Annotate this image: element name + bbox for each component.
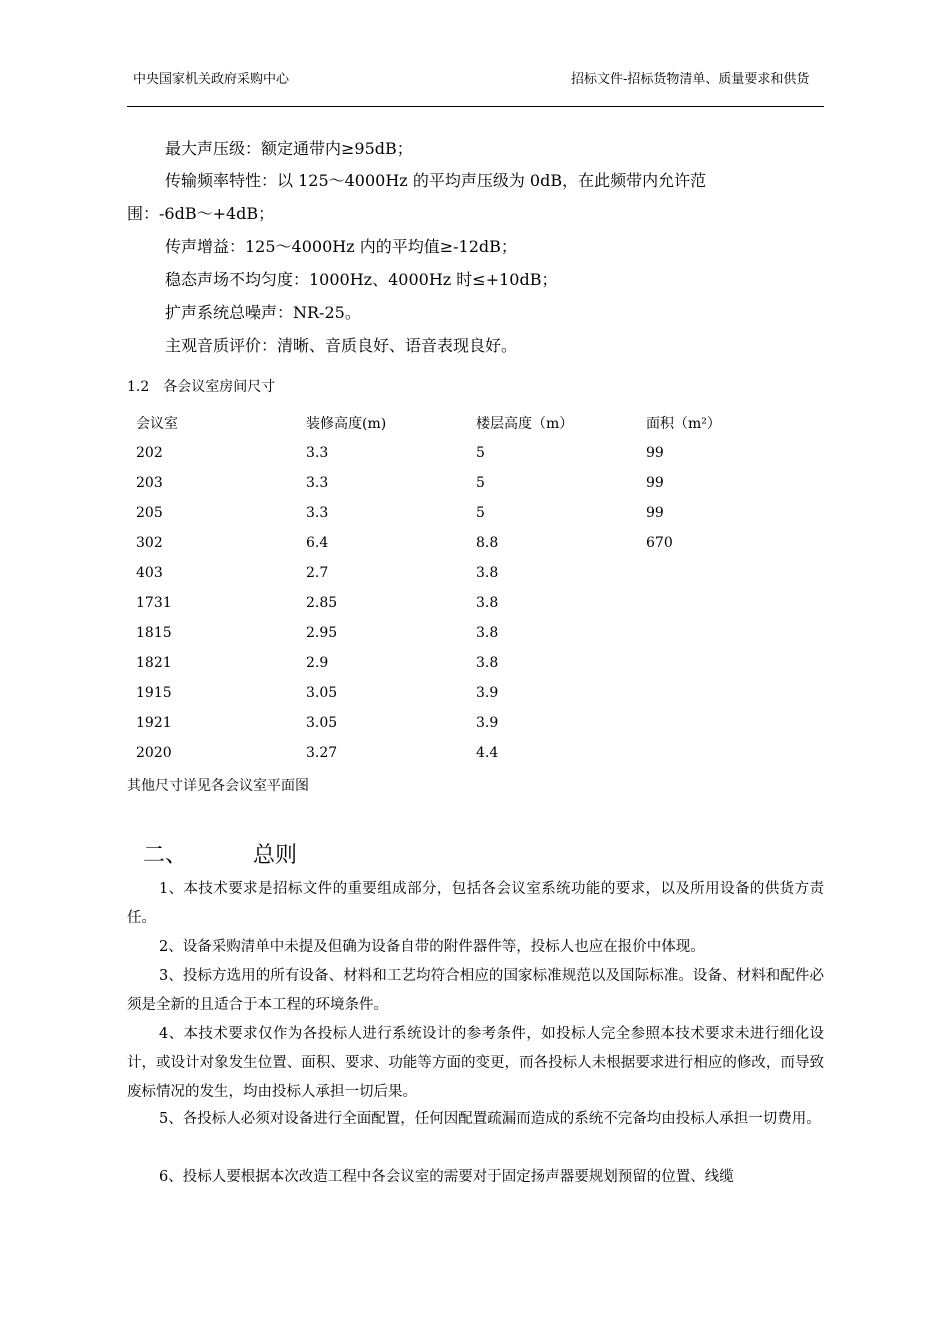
cell-room: 302 <box>136 535 163 551</box>
clause-5 <box>127 1105 824 1134</box>
clause-1 <box>127 875 824 933</box>
col-header-area: 面积（m²） <box>646 416 721 432</box>
cell-area <box>637 588 796 618</box>
col-header-finish-height: 装修高度(m) <box>306 416 387 432</box>
cell-room: 1915 <box>136 685 172 701</box>
spec-noise: 扩声系统总噪声：NR-25。 <box>165 303 361 322</box>
cell-finish-height: 2.7 <box>306 565 329 581</box>
col-header-floor-height: 楼层高度（m） <box>476 416 574 432</box>
spec-subjective: 主观音质评价：清晰、音质良好、语音表现良好。 <box>165 336 518 355</box>
table-row <box>127 708 796 738</box>
cell-finish-height: 3.3 <box>306 445 329 461</box>
cell-floor-height: 3.9 <box>476 685 499 701</box>
spec-freq-line2: 围：-6dB～+4dB； <box>127 204 275 223</box>
cell-area <box>637 708 796 738</box>
table-row <box>127 618 796 648</box>
header-rule <box>127 106 824 107</box>
cell-area <box>637 678 796 708</box>
table-row <box>127 528 796 558</box>
cell-floor-height: 3.8 <box>476 625 499 641</box>
cell-area: 670 <box>646 535 673 551</box>
table-header-row <box>127 408 796 438</box>
spec-max-spl: 最大声压级：额定通带内≥95dB； <box>165 139 413 158</box>
cell-room: 203 <box>136 475 163 491</box>
table-row <box>127 558 796 588</box>
spec-uniformity: 稳态声场不均匀度：1000Hz、4000Hz 时≤+10dB； <box>165 270 558 289</box>
clause-text: 4、本技术要求仅作为各投标人进行系统设计的参考条件，如投标人完全参照本技术要求未进行细化设计，或设计对象发生位置、面积、要求、功能等方面的变更，而各投标人未根据要求进行相应的修改，而导致废标情况的发生，均由投标人承担一切后果。 <box>127 1026 824 1100</box>
header-left: 中央国家机关政府采购中心 <box>133 72 290 87</box>
cell-finish-height: 2.85 <box>306 595 338 611</box>
clause-3 <box>127 962 824 1020</box>
table-row <box>127 678 796 708</box>
cell-floor-height: 4.4 <box>476 745 499 761</box>
room-dimensions-table <box>127 408 796 768</box>
cell-finish-height: 2.9 <box>306 655 329 671</box>
cell-area: 99 <box>646 505 664 521</box>
cell-room: 205 <box>136 505 163 521</box>
table-row <box>127 468 796 498</box>
cell-finish-height: 3.3 <box>306 475 329 491</box>
cell-area <box>637 738 796 768</box>
cell-floor-height: 5 <box>476 445 485 461</box>
clause-text: 2、设备采购清单中未提及但确为设备自带的附件器件等，投标人也应在报价中体现。 <box>159 939 705 955</box>
table-row <box>127 738 796 768</box>
cell-area <box>637 618 796 648</box>
cell-room: 1815 <box>136 625 172 641</box>
clause-text: 6、投标人要根据本次改造工程中各会议室的需要对于固定扬声器要规划预留的位置、线缆 <box>159 1169 734 1185</box>
spec-gain: 传声增益：125～4000Hz 内的平均值≥-12dB； <box>165 237 517 256</box>
clause-4 <box>127 1020 824 1107</box>
clause-text: 5、各投标人必须对设备进行全面配置，任何因配置疏漏而造成的系统不完备均由投标人承担一切费用。 <box>159 1111 821 1127</box>
section-number: 二、 <box>143 843 188 868</box>
header-right: 招标文件-招标货物清单、质量要求和供货 <box>571 72 810 87</box>
cell-area <box>637 558 796 588</box>
cell-finish-height: 3.05 <box>306 715 338 731</box>
cell-floor-height: 3.8 <box>476 655 499 671</box>
cell-area <box>637 648 796 678</box>
section-title: 总则 <box>253 843 298 868</box>
col-header-room: 会议室 <box>136 416 178 432</box>
table-row <box>127 648 796 678</box>
cell-room: 1921 <box>136 715 172 731</box>
cell-floor-height: 5 <box>476 475 485 491</box>
clause-6 <box>127 1163 824 1192</box>
cell-room: 403 <box>136 565 163 581</box>
cell-area: 99 <box>646 475 664 491</box>
cell-floor-height: 8.8 <box>476 535 499 551</box>
room-note: 其他尺寸详见各会议室平面图 <box>127 778 309 794</box>
clause-text: 1、本技术要求是招标文件的重要组成部分，包括各会议室系统功能的要求，以及所用设备的供货方责任。 <box>127 881 824 926</box>
room-section-title: 1.2 各会议室房间尺寸 <box>127 379 276 395</box>
cell-finish-height: 3.05 <box>306 685 338 701</box>
cell-room: 202 <box>136 445 163 461</box>
clause-text: 3、投标方选用的所有设备、材料和工艺均符合相应的国家标准规范以及国际标准。设备、材料和配件必须是全新的且适合于本工程的环境条件。 <box>127 968 824 1013</box>
cell-finish-height: 2.95 <box>306 625 338 641</box>
cell-finish-height: 6.4 <box>306 535 329 551</box>
cell-area: 99 <box>646 445 664 461</box>
cell-room: 2020 <box>136 745 172 761</box>
clause-2 <box>127 933 824 962</box>
cell-floor-height: 3.8 <box>476 595 499 611</box>
cell-floor-height: 3.8 <box>476 565 499 581</box>
table-row <box>127 438 796 468</box>
cell-finish-height: 3.27 <box>306 745 338 761</box>
table-row <box>127 588 796 618</box>
cell-finish-height: 3.3 <box>306 505 329 521</box>
cell-floor-height: 3.9 <box>476 715 499 731</box>
spec-freq-line1: 传输频率特性：以 125～4000Hz 的平均声压级为 0dB，在此频带内允许范 <box>165 171 707 190</box>
table-row <box>127 498 796 528</box>
cell-room: 1821 <box>136 655 172 671</box>
cell-floor-height: 5 <box>476 505 485 521</box>
cell-room: 1731 <box>136 595 172 611</box>
